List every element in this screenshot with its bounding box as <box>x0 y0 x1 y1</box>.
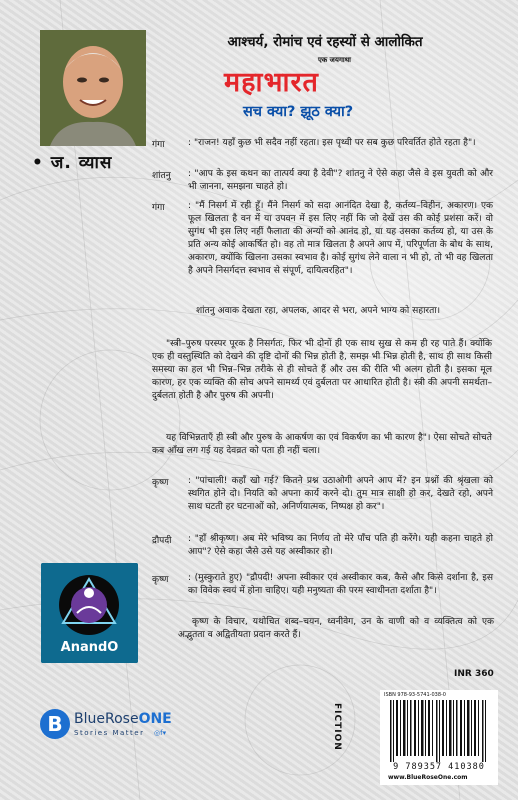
dialogue-text: : (मुस्कुराते हुए) "द्रौपदी! अपना स्वीकार एवं अस्वीकार कब, कैसे और किसे दर्शाना है, इस का विवेक स्वयं में होना चाहिए। यही मनुष्यता की परम स्वाधीनता दर्शाता है"। <box>188 573 493 596</box>
publisher-website: www.BlueRoseOne.com <box>388 774 468 781</box>
paragraph: "स्त्री–पुरुष परस्पर पूरक है निसर्गतः, फिर भी दोनों ही एक साथ सुख से कम ही रह पाते हैं। क्योंकि एक ही वस्तुस्थिति को देखने की दृष्टि दोनों की भिन्न होती है, समझ भी भिन्न होती है, साथ ही साथ किसी समस्या का हल भी भिन्न–भिन्न तरीके से ही सोचते हैं और उस की रीति भी अलग होती है। इसका मूल कारण, हर एक व्यक्ति की सोच अपने सामर्थ्य एवं दुर्बलता पर आधारित होती है। स्त्री की अपनी समर्थता–दुर्बलता होती है और पुरुष की अपनी। <box>152 339 492 401</box>
speaker-label: कृष्ण <box>152 575 169 585</box>
publisher-b-icon: B <box>40 709 70 739</box>
barcode-digits: 9 789357 410380 <box>393 762 485 772</box>
imprint-name: AnandO <box>60 640 119 655</box>
speaker-label: शांतनु <box>152 171 171 181</box>
publisher-logo <box>40 705 200 747</box>
author-photo <box>40 30 146 146</box>
publisher-name <box>74 711 172 727</box>
isbn-text: ISBN 978-93-5741-038-0 <box>384 692 446 698</box>
publisher-tagline: Stories Matter <box>74 729 145 737</box>
closing-paragraph: कृष्ण के विचार, यथोचित शब्द–चयन, ध्वनीवेग, उन के वाणी को व व्यक्तित्व को एक अद्भुतता व अद्वितीयता प्रदान करते हैं। <box>178 617 494 640</box>
narration-line: शांतनु अवाक देखता रहा, अपलक, आदर से भरा, अपने भाग्य को सहारता। <box>196 306 441 316</box>
speaker-label: गंगा <box>152 140 165 150</box>
genre-label: FICTION <box>332 703 342 751</box>
speaker-label: कृष्ण <box>152 478 169 488</box>
price-label: INR 360 <box>454 669 494 679</box>
author-name: • ज. व्यास <box>32 153 113 173</box>
book-title: महाभारत <box>224 67 319 98</box>
dialogue-text: : "आप के इस कथन का तात्पर्य क्या है देवी"? शांतनु ने ऐसे कहा जैसे वे इस युवती को और भी जानना, समझना चाहते हो। <box>188 169 493 192</box>
tagline: आश्चर्य, रोमांच एवं रहस्यों से आलोकित <box>227 34 423 50</box>
book-subtitle: सच क्या? झूठ क्या? <box>243 104 354 120</box>
paragraph: यह विभिन्नताएँ ही स्त्री और पुरुष के आकर्षण का एवं विकर्षण का भी कारण है"। ऐसा सोचते सोचते कब आँख लग गई यह देवव्रत को पता ही नहीं चला। <box>152 433 492 456</box>
dialogue-text: : "मैं निसर्ग में रही हूँ। मैंने निसर्ग को सदा आनंदित देखा है, कर्तव्य–विहीन, अकारण। एक फूल खिलता है वन में या उपवन में इस लिए नहीं कि जो देखें उस की कोई प्रशंसा करें। वो सुगंध भी इस लिए नहीं फैलाता की अन्यों को आनंद हो, या यह उसका कर्तव्य हो, या उस के प्रति अन्य कोई आकर्षित हो। वह तो मात्र खिलता है अपने आप में, परिपूर्णता के बोध के साथ, अकारण, क्योंकि खिलना उसका स्वभाव है। कोई सुगंध लेने वाला न भी हो, तो भी वह खिलता है अपने निसर्गदत्त स्वभाव से संपूर्ण, दायित्वरहित"। <box>188 201 493 276</box>
barcode <box>388 700 490 762</box>
dialogue-text: : "राजन! यहाँ कुछ भी सदैव नहीं रहता। इस पृथ्वी पर सब कुछ परिवर्तित होते रहता है"। <box>188 138 476 148</box>
dialogue-text: : "पांचाली! कहाँ खो गई? कितने प्रश्न उठाओगी अपने आप में? इन प्रश्नों की श्रृंखला को स्थगित होने दो। नियति को अपना कार्य करने दो। तुम मात्र साक्षी हो कर, देखते रहो, अपने साथ घटती हर घटनाओं को, अनिर्णयात्मक, निष्पक्ष हो कर"। <box>188 476 493 512</box>
publisher-name-part2: ONE <box>138 711 172 727</box>
barcode-panel <box>380 690 498 785</box>
speaker-label: द्रौपदी <box>152 536 172 546</box>
subtagline: एक जयगाथा <box>318 56 351 64</box>
social-icons: ◎f▾ <box>154 729 167 737</box>
speaker-label: गंगा <box>152 203 165 213</box>
imprint-logo <box>41 563 138 663</box>
publisher-name-part1: BlueRose <box>74 711 139 727</box>
dialogue-text: : "हाँ श्रीकृष्ण। अब मेरे भविष्य का निर्णय तो मेरे पाँच पति ही करेंगे। यही कहना चाहते हो आप"? ऐसे कहा जैसे उसे यह अस्वीकार हो। <box>188 534 493 557</box>
